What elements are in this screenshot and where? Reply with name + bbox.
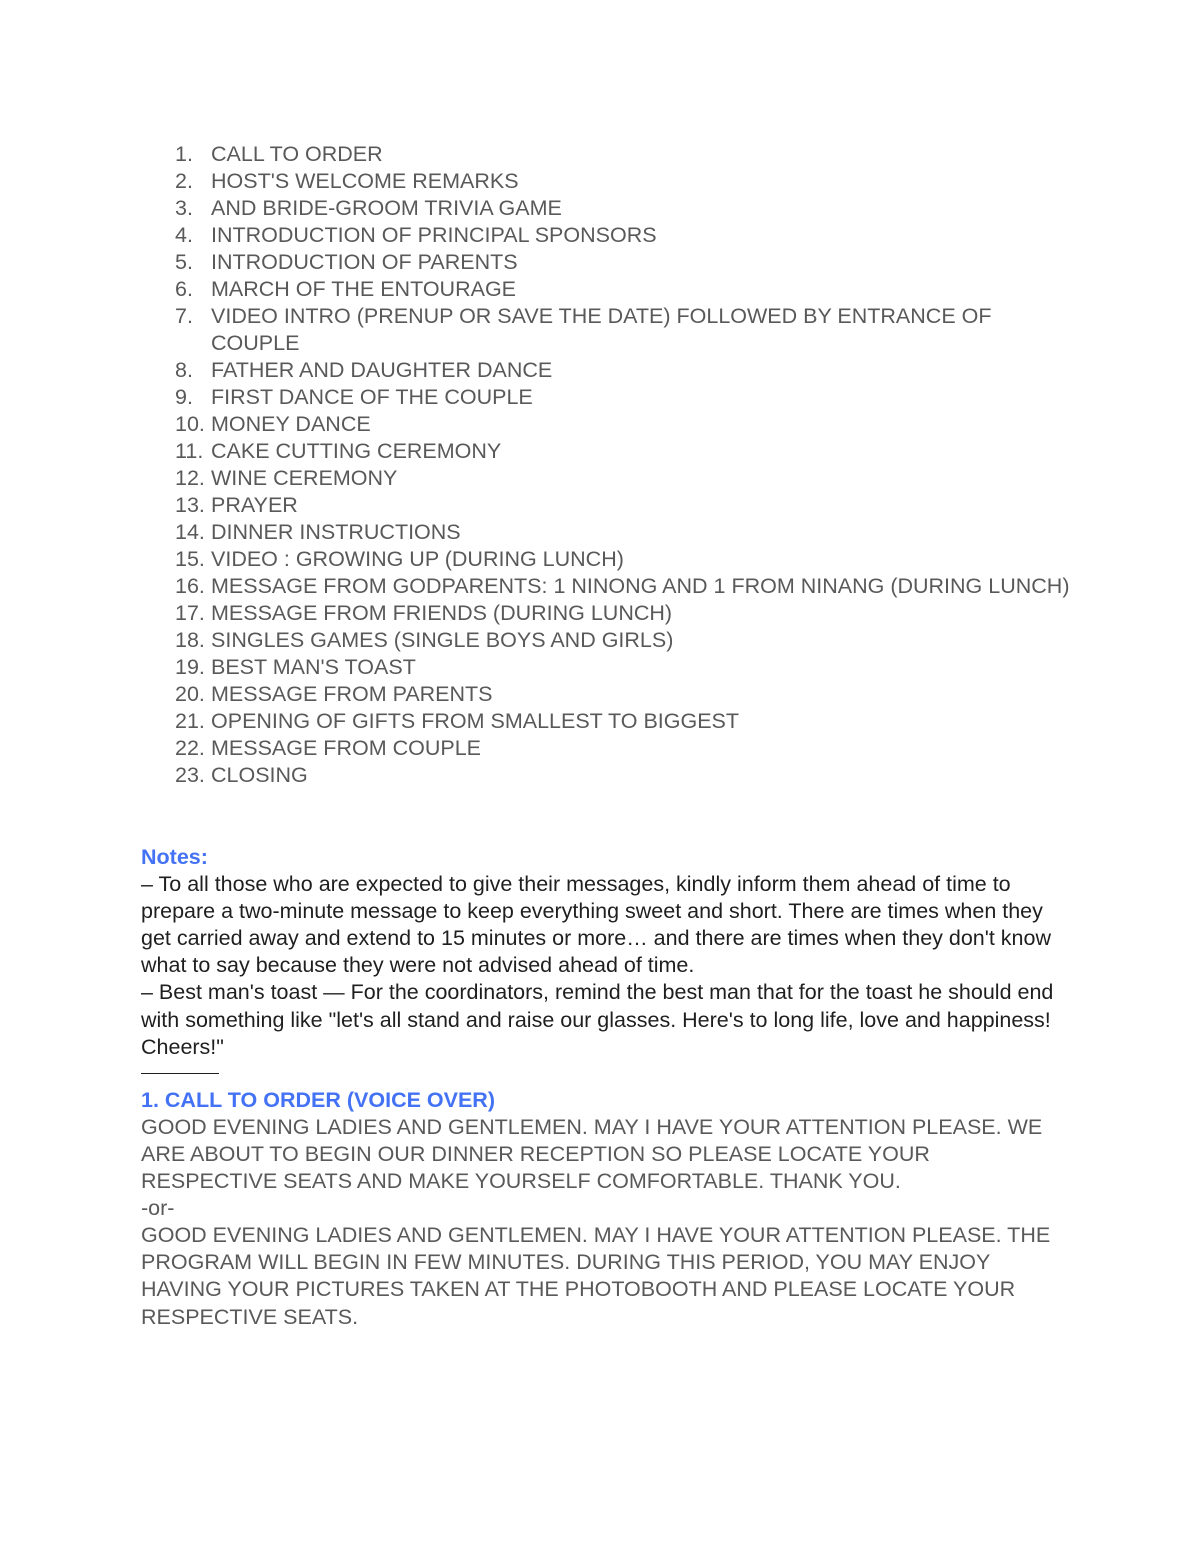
list-item xyxy=(141,141,1071,168)
list-item xyxy=(141,303,1071,357)
list-number: 15. xyxy=(175,547,205,571)
list-item-text: FATHER AND DAUGHTER DANCE xyxy=(211,358,553,382)
list-number: 1. xyxy=(175,142,193,166)
list-item-text: MESSAGE FROM PARENTS xyxy=(211,682,493,706)
list-item xyxy=(141,411,1071,438)
list-item xyxy=(141,654,1071,681)
list-item-text: VIDEO : GROWING UP (DURING LUNCH) xyxy=(211,547,624,571)
list-item xyxy=(141,600,1071,627)
list-item-text: SINGLES GAMES (SINGLE BOYS AND GIRLS) xyxy=(211,628,674,652)
list-number: 12. xyxy=(175,466,205,490)
notes-section xyxy=(141,844,1071,1331)
list-number: 3. xyxy=(175,196,193,220)
list-number: 19. xyxy=(175,655,205,679)
list-number: 9. xyxy=(175,385,193,409)
list-number: 8. xyxy=(175,358,193,382)
list-item-text: HOST'S WELCOME REMARKS xyxy=(211,169,519,193)
list-number: 14. xyxy=(175,520,205,544)
list-number: 17. xyxy=(175,601,205,625)
list-item xyxy=(141,519,1071,546)
list-item-text: FIRST DANCE OF THE COUPLE xyxy=(211,385,533,409)
horizontal-divider xyxy=(141,1073,219,1074)
list-item xyxy=(141,195,1071,222)
script-paragraph: GOOD EVENING LADIES AND GENTLEMEN. MAY I HAVE YOUR ATTENTION PLEASE. WE ARE ABOUT TO BEGIN OUR DINNER RECEPTION SO PLEASE LOCATE YOUR RESPECTIVE SEATS AND MAKE YOURSELF COMFORTABLE. THANK YOU. xyxy=(141,1114,1043,1194)
list-number: 23. xyxy=(175,763,205,787)
list-number: 7. xyxy=(175,304,193,328)
note-paragraph: – To all those who are expected to give their messages, kindly inform them ahead of time to prepare a two-minute message to keep everything sweet and short. There are times when they get carried away and extend to 15 minutes or more… and there are times when they don't know what to say because they were not advised ahead of time. xyxy=(141,872,1051,978)
list-item xyxy=(141,222,1071,249)
list-item-text: MONEY DANCE xyxy=(211,412,371,436)
list-item xyxy=(141,438,1071,465)
list-item xyxy=(141,573,1071,600)
list-item-text: AND BRIDE-GROOM TRIVIA GAME xyxy=(211,196,562,220)
list-number: 16. xyxy=(175,574,205,598)
list-item xyxy=(141,384,1071,411)
list-item-text: MESSAGE FROM GODPARENTS: 1 NINONG AND 1 FROM NINANG (DURING LUNCH) xyxy=(211,574,1070,598)
list-number: 20. xyxy=(175,682,205,706)
list-item-text: CLOSING xyxy=(211,763,308,787)
list-item-text: MESSAGE FROM FRIENDS (DURING LUNCH) xyxy=(211,601,673,625)
note-paragraph: – Best man's toast — For the coordinators, remind the best man that for the toast he should end with something like "let's all stand and raise our glasses. Here's to long life, love and happiness! Cheers!" xyxy=(141,980,1054,1059)
list-item-text: OPENING OF GIFTS FROM SMALLEST TO BIGGEST xyxy=(211,709,740,733)
list-number: 4. xyxy=(175,223,193,247)
list-number: 10. xyxy=(175,412,205,436)
list-item xyxy=(141,249,1071,276)
list-item-text: BEST MAN'S TOAST xyxy=(211,655,416,679)
list-item xyxy=(141,465,1071,492)
list-number: 6. xyxy=(175,277,193,301)
list-item xyxy=(141,681,1071,708)
section-heading: 1. CALL TO ORDER (VOICE OVER) xyxy=(141,1087,495,1112)
list-item xyxy=(141,357,1071,384)
list-item xyxy=(141,627,1071,654)
list-number: 18. xyxy=(175,628,205,652)
list-number: 5. xyxy=(175,250,193,274)
or-separator: -or- xyxy=(141,1196,175,1221)
list-item xyxy=(141,735,1071,762)
list-item-text: MESSAGE FROM COUPLE xyxy=(211,736,481,760)
list-item-text: MARCH OF THE ENTOURAGE xyxy=(211,277,517,301)
list-item xyxy=(141,546,1071,573)
list-item-text: DINNER INSTRUCTIONS xyxy=(211,520,461,544)
script-paragraph: GOOD EVENING LADIES AND GENTLEMEN. MAY I HAVE YOUR ATTENTION PLEASE. THE PROGRAM WILL BEGIN IN FEW MINUTES. DURING THIS PERIOD, YOU MAY ENJOY HAVING YOUR PICTURES TAKEN AT THE PHOTOBOOTH AND PLEASE LOCATE YOUR RESPECTIVE SEATS. xyxy=(141,1223,1051,1329)
list-item-text: CALL TO ORDER xyxy=(211,142,383,166)
program-list xyxy=(141,141,1071,789)
list-item xyxy=(141,492,1071,519)
list-item xyxy=(141,708,1071,735)
list-number: 11. xyxy=(175,439,204,463)
list-item xyxy=(141,762,1071,789)
list-item-text: CAKE CUTTING CEREMONY xyxy=(211,439,502,463)
list-item-text: INTRODUCTION OF PRINCIPAL SPONSORS xyxy=(211,223,657,247)
list-item xyxy=(141,168,1071,195)
list-item-text: INTRODUCTION OF PARENTS xyxy=(211,250,518,274)
list-item-text: WINE CEREMONY xyxy=(211,466,398,490)
list-item-text: VIDEO INTRO (PRENUP OR SAVE THE DATE) FOLLOWED BY ENTRANCE OF COUPLE xyxy=(211,304,992,355)
list-number: 21. xyxy=(175,709,205,733)
list-number: 2. xyxy=(175,169,193,193)
list-item-text: PRAYER xyxy=(211,493,298,517)
notes-heading: Notes: xyxy=(141,845,208,869)
list-number: 22. xyxy=(175,736,205,760)
list-item xyxy=(141,276,1071,303)
list-number: 13. xyxy=(175,493,205,517)
